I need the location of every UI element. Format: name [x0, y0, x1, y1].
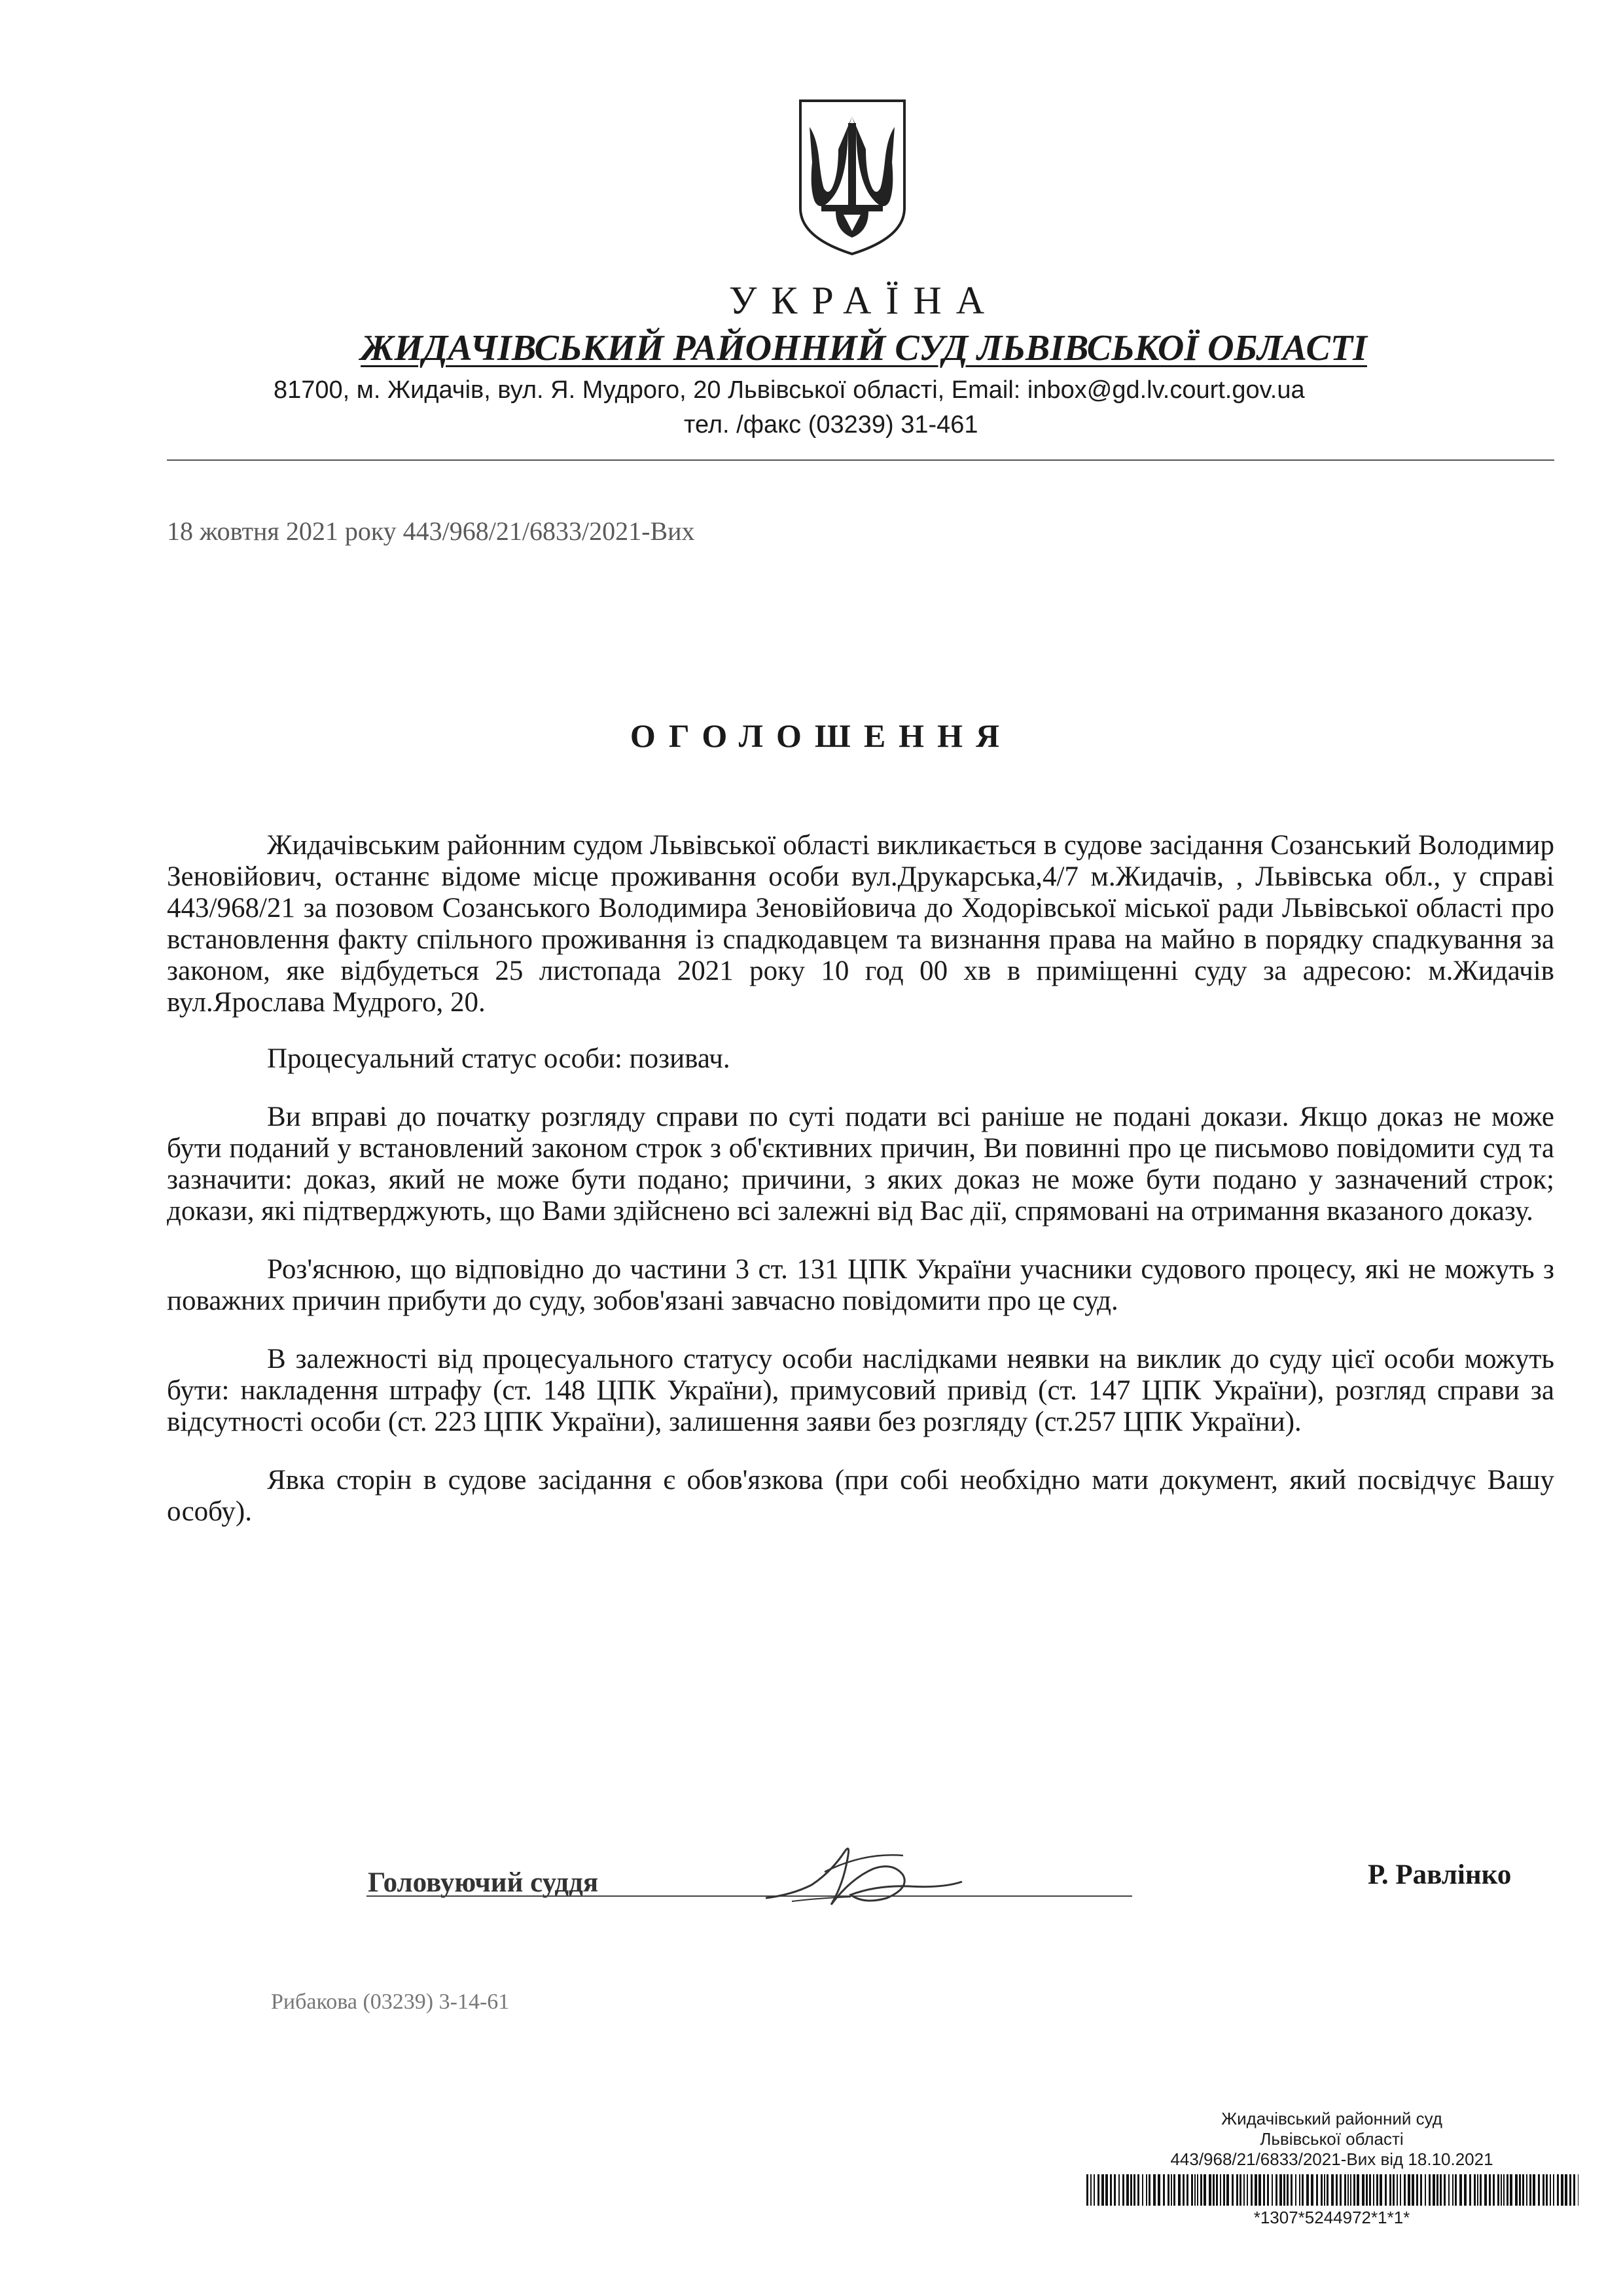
barcode-bar	[1114, 2174, 1116, 2206]
barcode-bar	[1191, 2174, 1193, 2206]
barcode-bar	[1340, 2174, 1342, 2206]
paragraph-consequences: В залежності від процесуального статусу особи наслідками неявки на виклик до суду цієї особи можуть бути: накладення штрафу (ст. 148 ЦПК України), примусовий привід (ст. 147 ЦПК України), розгляд справи за відсутності особи (ст. 223 ЦПК України), залишення заяви без розгляду (ст.257 ЦПК України).	[167, 1344, 1554, 1437]
barcode-bar	[1251, 2174, 1253, 2206]
barcode-bar	[1444, 2174, 1446, 2206]
barcode-bar	[1321, 2174, 1323, 2206]
barcode-bar	[1295, 2174, 1296, 2206]
barcode-bar	[1373, 2174, 1374, 2206]
barcode-bar	[1436, 2174, 1438, 2206]
barcode-bar	[1440, 2174, 1442, 2206]
barcode-bar	[1362, 2174, 1364, 2206]
barcode-bar	[1515, 2174, 1518, 2206]
barcode-bar	[1546, 2174, 1548, 2206]
barcode-bar	[1448, 2174, 1450, 2206]
barcode-bar	[1118, 2174, 1120, 2206]
barcode-bar	[1477, 2174, 1478, 2206]
barcode-bar	[1200, 2174, 1202, 2206]
court-phone: тел. /факс (03239) 31-461	[684, 411, 978, 439]
barcode-bar	[1213, 2174, 1215, 2206]
barcode-bar	[1183, 2174, 1185, 2206]
barcode-bar	[1385, 2174, 1387, 2206]
barcode-bar	[1464, 2174, 1467, 2206]
barcode-bar	[1400, 2174, 1401, 2206]
barcode-bar	[1105, 2174, 1108, 2206]
barcode-bar	[1550, 2174, 1551, 2206]
barcode-bar	[1178, 2174, 1181, 2206]
barcode-bar	[1291, 2174, 1293, 2206]
barcode-bar	[1204, 2174, 1206, 2206]
barcode-bar	[1226, 2174, 1229, 2206]
barcode-bar	[1350, 2174, 1351, 2206]
barcode-bar	[1533, 2174, 1535, 2206]
barcode-bar	[1247, 2174, 1248, 2206]
barcode-bar	[1110, 2174, 1112, 2206]
barcode-bar	[1543, 2174, 1544, 2206]
barcode-bar	[1327, 2174, 1329, 2206]
document-body	[167, 830, 1554, 1554]
barcode-bar	[1094, 2174, 1095, 2206]
barcode-bar	[1389, 2174, 1391, 2206]
barcode-bar	[1240, 2174, 1241, 2206]
barcode-bar	[1347, 2174, 1349, 2206]
barcode-bar	[1220, 2174, 1221, 2206]
barcode-bar	[1507, 2174, 1508, 2206]
barcode-bar	[1086, 2174, 1088, 2206]
barcode-bar	[1565, 2174, 1567, 2206]
barcode-bar	[1493, 2174, 1495, 2206]
barcode-bar	[1569, 2174, 1571, 2206]
barcode-bar	[1263, 2174, 1265, 2206]
barcode-bar	[1232, 2174, 1234, 2206]
barcode-bar	[1146, 2174, 1147, 2206]
barcode-bar	[1236, 2174, 1238, 2206]
registration-stamp	[1083, 2109, 1580, 2170]
barcode-bar	[1459, 2174, 1462, 2206]
barcode-bar	[1420, 2174, 1422, 2206]
barcode-bar	[1302, 2174, 1304, 2206]
barcode-bar	[1474, 2174, 1476, 2206]
barcode-bar	[1484, 2174, 1487, 2206]
barcode-bar	[1455, 2174, 1457, 2206]
barcode-bar	[1425, 2174, 1426, 2206]
barcode-bar	[1503, 2174, 1505, 2206]
barcode-bar	[1497, 2174, 1499, 2206]
barcode-bar	[1404, 2174, 1406, 2206]
barcode-bar	[1149, 2174, 1150, 2206]
barcode-bar	[1130, 2174, 1132, 2206]
barcode-bar	[1557, 2174, 1559, 2206]
barcode-bar	[1287, 2174, 1289, 2206]
barcode-bar	[1324, 2174, 1325, 2206]
barcode-bar	[1158, 2174, 1160, 2206]
barcode-number: *1307*5244972*1*1*	[1253, 2208, 1410, 2227]
barcode-bar	[1526, 2174, 1527, 2206]
barcode-bar	[1408, 2174, 1410, 2206]
barcode-bar	[1255, 2174, 1257, 2206]
signature-line	[366, 1895, 1132, 1897]
barcode-bar	[1171, 2174, 1172, 2206]
barcode-bar	[1126, 2174, 1129, 2206]
barcode-bar	[1173, 2174, 1175, 2206]
barcode-bar	[1299, 2174, 1300, 2206]
paragraph-summons: Жидачівським районним судом Львівської області викликається в судове засідання Созанський Володимир Зеновійович, останнє відоме місце проживання особи вул.Друкарська,4/7 м.Жидачів, , Львівська обл., у справі 443/968/21 за позовом Созанського Володимира Зеновійовича до Ходорівської міської ради Львівської області про встановлення факту спільного проживання із спадкодавцем та визнання права на майно в порядку спадкування за законом, яке відбудеться 25 листопада 2021 року 10 год 00 хв в приміщенні суду за адресою: м.Жидачів вул.Ярослава Мудрого, 20.	[167, 830, 1554, 1018]
barcode-bar	[1186, 2174, 1188, 2206]
stamp-region: Львівської області	[1260, 2129, 1404, 2149]
barcode-bar	[1412, 2174, 1414, 2206]
barcode-bar	[1168, 2174, 1169, 2206]
stamp-reference: 443/968/21/6833/2021-Вих від 18.10.2021	[1170, 2149, 1493, 2169]
barcode-bar	[1353, 2174, 1355, 2206]
document-reference: 18 жовтня 2021 року 443/968/21/6833/2021-Вих	[167, 516, 695, 546]
barcode-bar	[1561, 2174, 1563, 2206]
judge-name: Р. Равлінко	[1368, 1859, 1512, 1890]
court-address: 81700, м. Жидачів, вул. Я. Мудрого, 20 Львівської області, Email: inbox@gd.lv.court.gov.ua	[274, 376, 1305, 404]
barcode-bar	[1279, 2174, 1282, 2206]
barcode-bar	[1209, 2174, 1211, 2206]
barcode-bar	[1223, 2174, 1225, 2206]
barcode-bar	[1258, 2174, 1261, 2206]
barcode-bar	[1344, 2174, 1346, 2206]
barcode-bar	[1122, 2174, 1124, 2206]
signature-title: Головуючий суддя	[368, 1867, 599, 1898]
court-name: ЖИДАЧІВСЬКИЙ РАЙОННИЙ СУД ЛЬВІВСЬКОЇ ОБЛАСТІ	[361, 328, 1367, 368]
coat-of-arms-trident-icon	[795, 97, 910, 257]
barcode-bar	[1522, 2174, 1524, 2206]
barcode-bar	[1267, 2174, 1269, 2206]
barcode-bar	[1275, 2174, 1277, 2206]
barcode-bar	[1283, 2174, 1285, 2206]
barcode-bar	[1197, 2174, 1198, 2206]
executor-contact: Рибакова (03239) 3-14-61	[271, 1990, 510, 2014]
barcode-bar	[1331, 2174, 1334, 2206]
barcode-bar	[1357, 2174, 1359, 2206]
barcode-bar	[1538, 2174, 1540, 2206]
barcode-bar	[1573, 2174, 1575, 2206]
barcode-bar	[1553, 2174, 1554, 2206]
barcode-bar	[1163, 2174, 1165, 2206]
paragraph-attendance: Явка сторін в судове засідання є обов'язкова (при собі необхідно мати документ, який посвідчує Вашу особу).	[167, 1465, 1554, 1527]
paragraph-evidence: Ви вправі до початку розгляду справи по суті подати всі раніше не подані докази. Якщо доказ не може бути поданий у встановлений законом строк з об'єктивних причин, Ви повинні про це письмово повідомити суд та зазначити: доказ, який не може бути подано; причини, з яких доказ не може бути подано у зазначений строк; докази, які підтверджують, що Вами здійснено всі залежні від Вас дії, спрямовані на отримання вказаного доказу.	[167, 1102, 1554, 1227]
barcode-bar	[1097, 2174, 1099, 2206]
country-name: УКРАЇНА	[728, 279, 999, 322]
barcode-bar	[1369, 2174, 1371, 2206]
barcode-bar	[1366, 2174, 1368, 2206]
barcode-bar	[1194, 2174, 1196, 2206]
header-divider	[167, 459, 1554, 461]
barcode-bar	[1433, 2174, 1435, 2206]
barcode-bar	[1090, 2174, 1092, 2206]
barcode-bar	[1469, 2174, 1471, 2206]
barcode-bar	[1137, 2174, 1139, 2206]
barcode-bar	[1519, 2174, 1521, 2206]
document-title: ОГОЛОШЕННЯ	[630, 717, 1013, 754]
handwritten-signature	[753, 1833, 969, 1924]
barcode-bar	[1272, 2174, 1273, 2206]
barcode-bar	[1416, 2174, 1418, 2206]
paragraph-explanation: Роз'яснюю, що відповідно до частини 3 ст. 131 ЦПК України учасники судового процесу, які не можуть з поважних причин прибути до суду, зобов'язані завчасно повідомити про це суд.	[167, 1254, 1554, 1316]
barcode-bar	[1489, 2174, 1491, 2206]
barcode-bar	[1101, 2174, 1104, 2206]
barcode-bar	[1142, 2174, 1143, 2206]
barcode-bar	[1133, 2174, 1135, 2206]
barcode-bar	[1480, 2174, 1482, 2206]
barcode-bar	[1311, 2174, 1313, 2206]
barcode-bar	[1376, 2174, 1378, 2206]
barcode-bar	[1380, 2174, 1382, 2206]
barcode-bar	[1529, 2174, 1531, 2206]
barcode-bar	[1153, 2174, 1156, 2206]
barcode-bar	[1510, 2174, 1512, 2206]
barcode-bar	[1452, 2174, 1454, 2206]
barcode-bar	[1216, 2174, 1218, 2206]
barcode-bar	[1306, 2174, 1309, 2206]
paragraph-status: Процесуальний статус особи: позивач.	[267, 1043, 730, 1074]
barcode	[1086, 2174, 1578, 2206]
barcode-bar	[1393, 2174, 1395, 2206]
barcode-bar	[1316, 2174, 1318, 2206]
barcode-bar	[1243, 2174, 1245, 2206]
barcode-bar	[1336, 2174, 1338, 2206]
barcode-bar	[1429, 2174, 1431, 2206]
barcode-bar	[1501, 2174, 1502, 2206]
stamp-court-name: Жидачівський районний суд	[1221, 2109, 1442, 2128]
barcode-bar	[1397, 2174, 1398, 2206]
